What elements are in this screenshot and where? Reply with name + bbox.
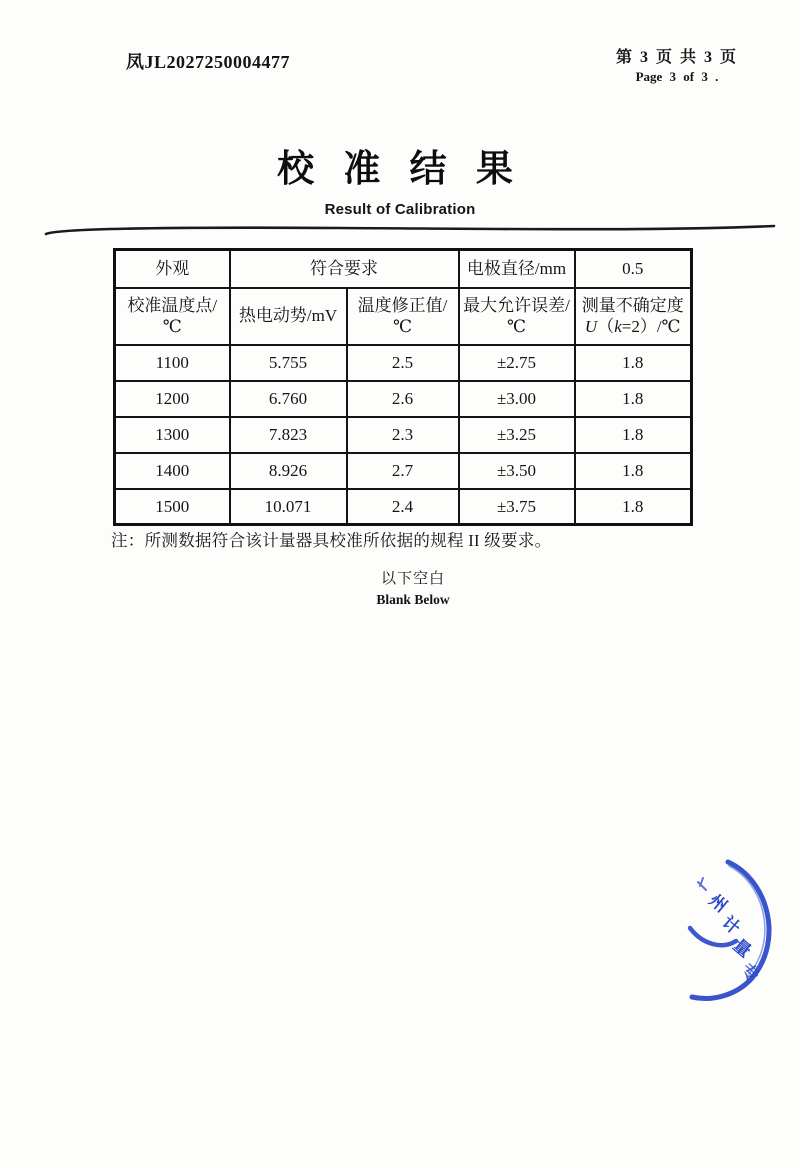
cell-temperature: 1200 <box>115 381 230 417</box>
table-row <box>115 345 692 381</box>
cell-correction: 2.6 <box>347 381 459 417</box>
cell-uncertainty: 1.8 <box>575 453 692 489</box>
cell-temperature: 1400 <box>115 453 230 489</box>
stamp-character: 量 <box>729 935 755 961</box>
table-row <box>115 453 692 489</box>
note-text: 注：所测数据符合该计量器具校准所依据的规程 II 级要求。 <box>111 531 552 550</box>
partial-blue-seal-stamp <box>672 840 792 1008</box>
cell-temperature: 1100 <box>115 345 230 381</box>
table-row <box>115 489 692 525</box>
table-row <box>115 381 692 417</box>
blank-below-cn: 以下空白 <box>380 571 445 587</box>
electrode-diameter-value: 0.5 <box>575 250 692 288</box>
column-header-temperature: 校准温度点/℃ <box>115 288 230 345</box>
cell-emf: 5.755 <box>230 345 347 381</box>
certificate-number: 凤JL2027250004477 <box>126 52 291 72</box>
stamp-character: 计 <box>718 912 744 938</box>
page-indicator <box>616 44 738 85</box>
cell-max-error: ±2.75 <box>459 345 575 381</box>
column-header-uncertainty <box>575 288 692 345</box>
cell-max-error: ±3.25 <box>459 417 575 453</box>
electrode-diameter-label: 电极直径/mm <box>459 250 575 288</box>
cell-emf: 7.823 <box>230 417 347 453</box>
page-title: 校 准 结 果 <box>277 149 523 190</box>
table-header-row <box>115 288 692 345</box>
cell-uncertainty: 1.8 <box>575 345 692 381</box>
stamp-character: 专 <box>737 959 763 986</box>
cell-uncertainty: 1.8 <box>575 381 692 417</box>
cell-emf: 10.071 <box>230 489 347 525</box>
cell-uncertainty: 1.8 <box>575 417 692 453</box>
cell-temperature: 1300 <box>115 417 230 453</box>
appearance-label: 外观 <box>115 250 230 288</box>
cell-temperature: 1500 <box>115 489 230 525</box>
blank-below-block <box>13 567 800 608</box>
page-indicator-en: Page 3 of 3 . <box>635 69 719 84</box>
uncertainty-header-line2: U（k=2）/℃ <box>584 317 681 336</box>
cell-correction: 2.3 <box>347 417 459 453</box>
blank-below-en: Blank Below <box>376 592 450 607</box>
appearance-value: 符合要求 <box>230 250 459 288</box>
horizontal-rule <box>0 218 800 244</box>
cell-max-error: ±3.00 <box>459 381 575 417</box>
calibration-results-table <box>113 248 693 526</box>
column-header-max-error: 最大允许误差/℃ <box>459 288 575 345</box>
page-title-english: Result of Calibration <box>324 201 476 218</box>
table-row <box>115 417 692 453</box>
cell-max-error: ±3.50 <box>459 453 575 489</box>
cell-uncertainty: 1.8 <box>575 489 692 525</box>
cell-correction: 2.4 <box>347 489 459 525</box>
page-indicator-cn: 第 3 页 共 3 页 <box>615 49 738 66</box>
cell-emf: 8.926 <box>230 453 347 489</box>
column-header-emf: 热电动势/mV <box>230 288 347 345</box>
uncertainty-header-line1: 测量不确定度 <box>581 295 684 315</box>
column-header-correction: 温度修正值/℃ <box>347 288 459 345</box>
stamp-character: 州 <box>705 890 731 916</box>
cell-correction: 2.7 <box>347 453 459 489</box>
table-row <box>115 250 692 288</box>
title-block <box>0 138 800 218</box>
cell-correction: 2.5 <box>347 345 459 381</box>
cell-max-error: ±3.75 <box>459 489 575 525</box>
cell-emf: 6.760 <box>230 381 347 417</box>
